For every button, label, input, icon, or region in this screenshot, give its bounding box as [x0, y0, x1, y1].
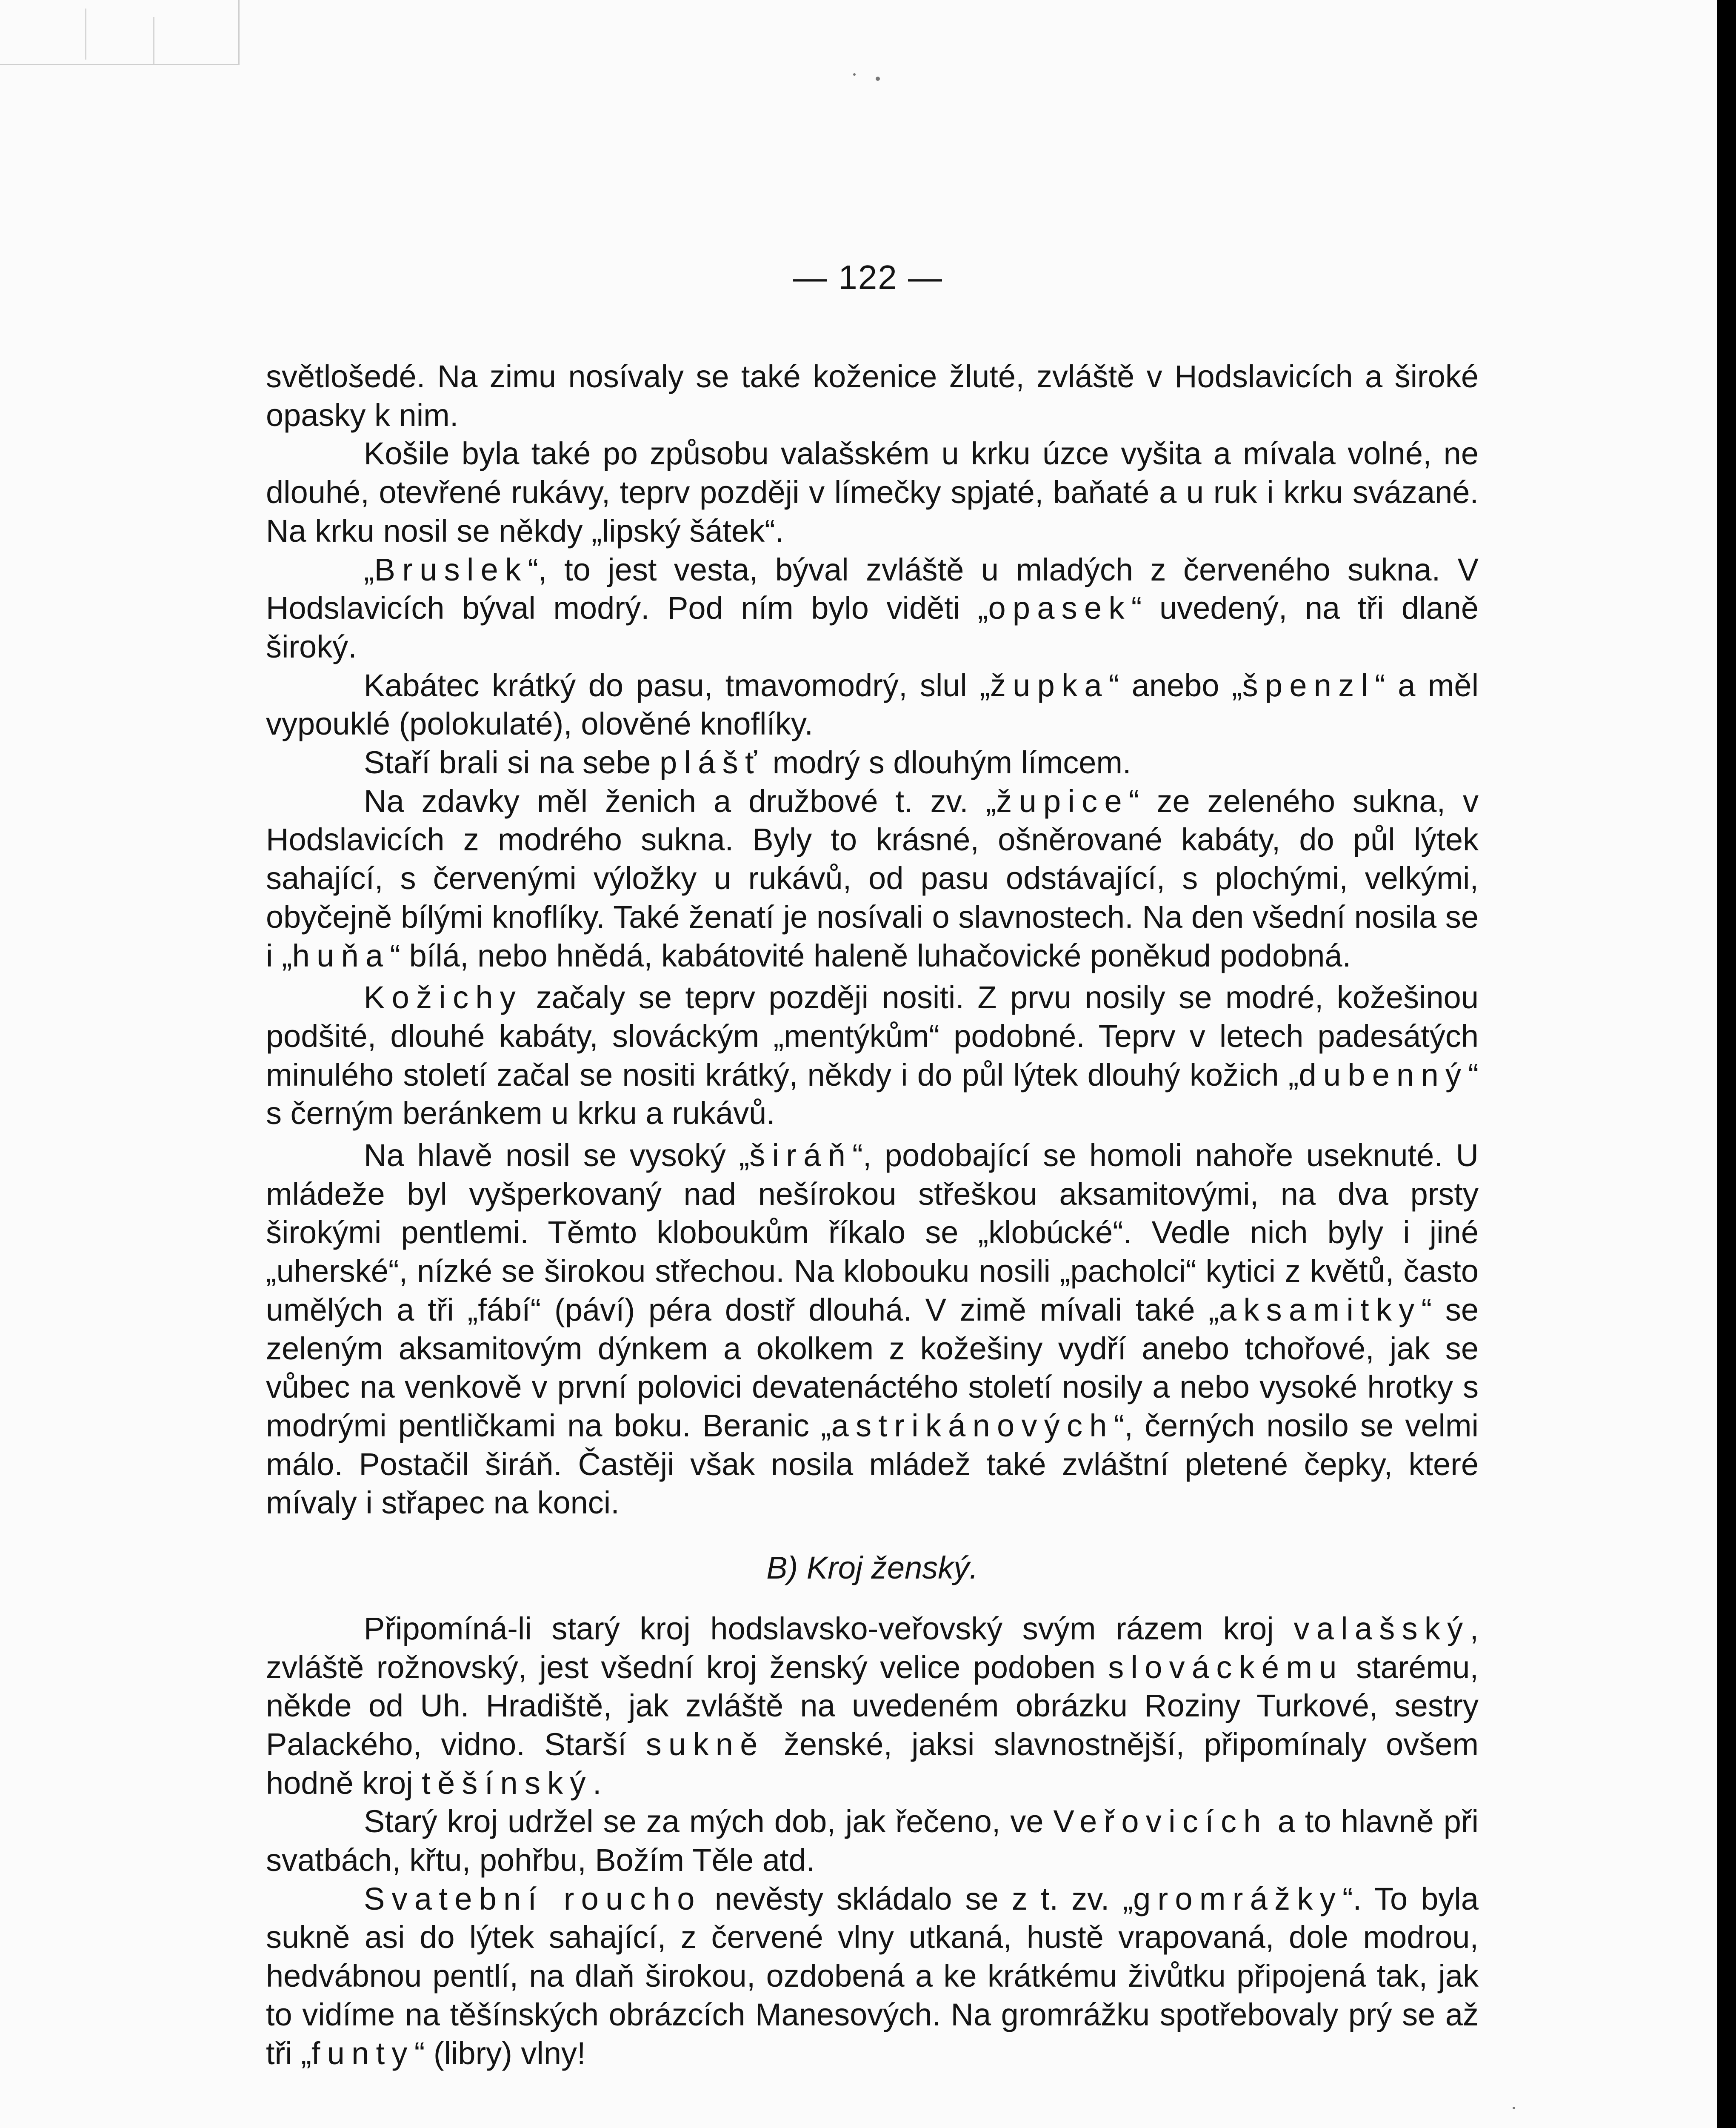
text-run: Na hlavě nosil se vysoký „: [364, 1138, 750, 1173]
corner-registration-mark: [0, 0, 240, 65]
text-run: Kabátec krátký do pasu, tmavomodrý, slul „: [364, 667, 990, 703]
spaced-term: širáň: [749, 1138, 853, 1173]
text-run: starému, někde od Uh. Hradiště, jak zvláště na uvedeném obrázku Roziny Turkové, sestry Palackého, vidno. Starší: [266, 1649, 1479, 1762]
spaced-term: funty: [311, 2035, 414, 2071]
paragraph: [266, 1802, 1479, 1879]
spaced-term: sukně: [645, 1726, 765, 1762]
dust-speck: [853, 73, 856, 76]
text-run: , zvláště rožnovský, jest všední kroj ženský velice podoben: [266, 1610, 1479, 1685]
document-body: [266, 358, 1479, 2073]
spaced-term: župka: [990, 667, 1109, 703]
spaced-term: župice: [996, 783, 1129, 819]
text-run: Košile byla také po způsobu valašském u krku úzce vyšita a mívala volné, ne dlouhé, otevřené rukávy, teprv později v límečky spjaté, baňaté a u ruk i krku svázané. Na krku nosil se někdy „lipský šátek“.: [266, 436, 1479, 549]
text-run: Staří brali si na sebe: [364, 745, 660, 781]
text-run: “ s černým beránkem u krku a rukávů.: [266, 1057, 1479, 1131]
spaced-term: gromrážky: [1133, 1881, 1342, 1916]
paragraph: [266, 1136, 1479, 1522]
spaced-term: Veřovicích: [1053, 1804, 1268, 1839]
text-run: .: [592, 1765, 602, 1801]
section-heading: B) Kroj ženský.: [766, 1550, 978, 1586]
text-run: “ bílá, nebo hnědá, kabátovité haleně luhačovické poněkud podobná.: [390, 938, 1351, 973]
paragraph: [266, 666, 1479, 744]
page-number: — 122 —: [793, 258, 943, 296]
spaced-term: opasek: [988, 590, 1131, 626]
spaced-term: aksamitky: [1219, 1292, 1422, 1327]
paragraph: [266, 744, 1479, 782]
text-run: “ a měl vypouklé (polokulaté), olověné knoflíky.: [266, 667, 1479, 742]
paragraph: [266, 978, 1479, 1133]
text-run: Na zdavky měl ženich a družbové t. zv. „: [364, 783, 996, 819]
spaced-term: huňa: [292, 938, 390, 973]
text-run: “, to jest vesta, býval zvláště u mladých z červeného sukna. V Hodslavicích býval modrý. Pod ním bylo viděti „: [266, 552, 1479, 626]
dust-speck: [876, 77, 880, 81]
text-run: a to hlavně při svatbách, křtu, pohřbu, Božím Těle atd.: [266, 1804, 1479, 1878]
spaced-term: těšínský: [422, 1765, 593, 1801]
text-run: “ se zeleným aksamitovým dýnkem a okolkem z kožešiny vydří anebo tchořové, jak se vůbec na venkově v první polovici devatenáctého století nosily a nebo vysoké hrotky s modrými pentličkami na boku. Beranic „: [266, 1292, 1479, 1443]
spaced-term: slováckému: [1108, 1649, 1344, 1685]
text-run: světlošedé. Na zimu nosívaly se také koženice žluté, zvláště v Hodslavicích a široké opasky k nim.: [266, 359, 1479, 433]
spaced-term: Kožichy: [364, 980, 523, 1015]
spaced-term: valašský: [1293, 1610, 1470, 1646]
text-run: Starý kroj udržel se za mých dob, jak řečeno, ve: [364, 1804, 1054, 1839]
text-run: modrý s dlouhým límcem.: [764, 745, 1131, 781]
text-run: začaly se teprv později nositi. Z prvu nosily se modré, kožešinou podšité, dlouhé kabáty, slováckým „mentýkům“ podobné. Teprv v letech padesátých minulého století začal se nositi krátký, někdy i do půl lýtek dlouhý kožich „: [266, 980, 1479, 1093]
paragraph: [266, 551, 1479, 666]
text-run: Připomíná-li starý kroj hodslavsko-veřovský svým rázem kroj: [364, 1610, 1294, 1646]
spaced-term: astrikánových: [831, 1407, 1114, 1443]
text-run: „: [364, 552, 374, 587]
text-run: nevěsty skládalo se z t. zv. „: [701, 1881, 1134, 1916]
spaced-term: dubenný: [1299, 1057, 1468, 1093]
paragraph: [266, 1610, 1479, 1803]
paragraph: [266, 1880, 1479, 2073]
paragraph: [266, 358, 1479, 435]
text-run: “, podobající se homoli nahoře useknuté. U mládeže byl vyšperkovaný nad nešírokou střeškou aksamitovými, na dva prsty širokými pentlemi. Těmto kloboukům říkalo se „klobúcké“. Vedle nich byly i jiné „uherské“, nízké se širokou střechou. Na klobouku nosili „pacholci“ kytici z květů, často umělých a tři „fábí“ (páví) péra dostř dlouhá. V zimě mívali také „: [266, 1138, 1479, 1327]
spaced-term: Svatební roucho: [364, 1881, 702, 1916]
dust-speck: [1513, 2107, 1515, 2109]
spaced-term: špenzl: [1242, 667, 1375, 703]
text-run: ženské, jaksi slavnostnější, připomínaly ovšem hodně kroj: [266, 1726, 1479, 1801]
paragraph: [266, 435, 1479, 550]
spaced-term: plášť: [660, 745, 764, 781]
text-run: “ uvedený, na tři dlaně široký.: [266, 590, 1479, 664]
text-run: “ ze zeleného sukna, v Hodslavicích z modrého sukna. Byly to krásné, ošněrované kabáty, do půl lýtek sahající, s červenými výložky u rukávů, od pasu odstávající, s plochými, velkými, obyčejně bílými knoflíky. Také ženatí je nosívali o slavnostech. Na den všední nosila se i „: [266, 783, 1479, 973]
text-run: “ anebo „: [1108, 667, 1242, 703]
text-run: “. To byla sukně asi do lýtek sahající, z červené vlny utkaná, hustě vrapovaná, dole modrou, hedvábnou pentlí, na dlaň širokou, ozdobená a ke krátkému živůtku připojená tak, jak to vidíme na těšínských obrázcích Manesových. Na gromrážku spotřebovaly prý se až tři „: [266, 1881, 1479, 2071]
paragraph: [266, 782, 1479, 975]
spaced-term: Bruslek: [374, 552, 528, 587]
text-run: “ (libry) vlny!: [414, 2035, 586, 2071]
text-run: “, černých nosilo se velmi málo. Postačil širáň. Častěji však nosila mládež také zvláštní pletené čepky, které mívaly i střapec na konci.: [266, 1407, 1479, 1521]
